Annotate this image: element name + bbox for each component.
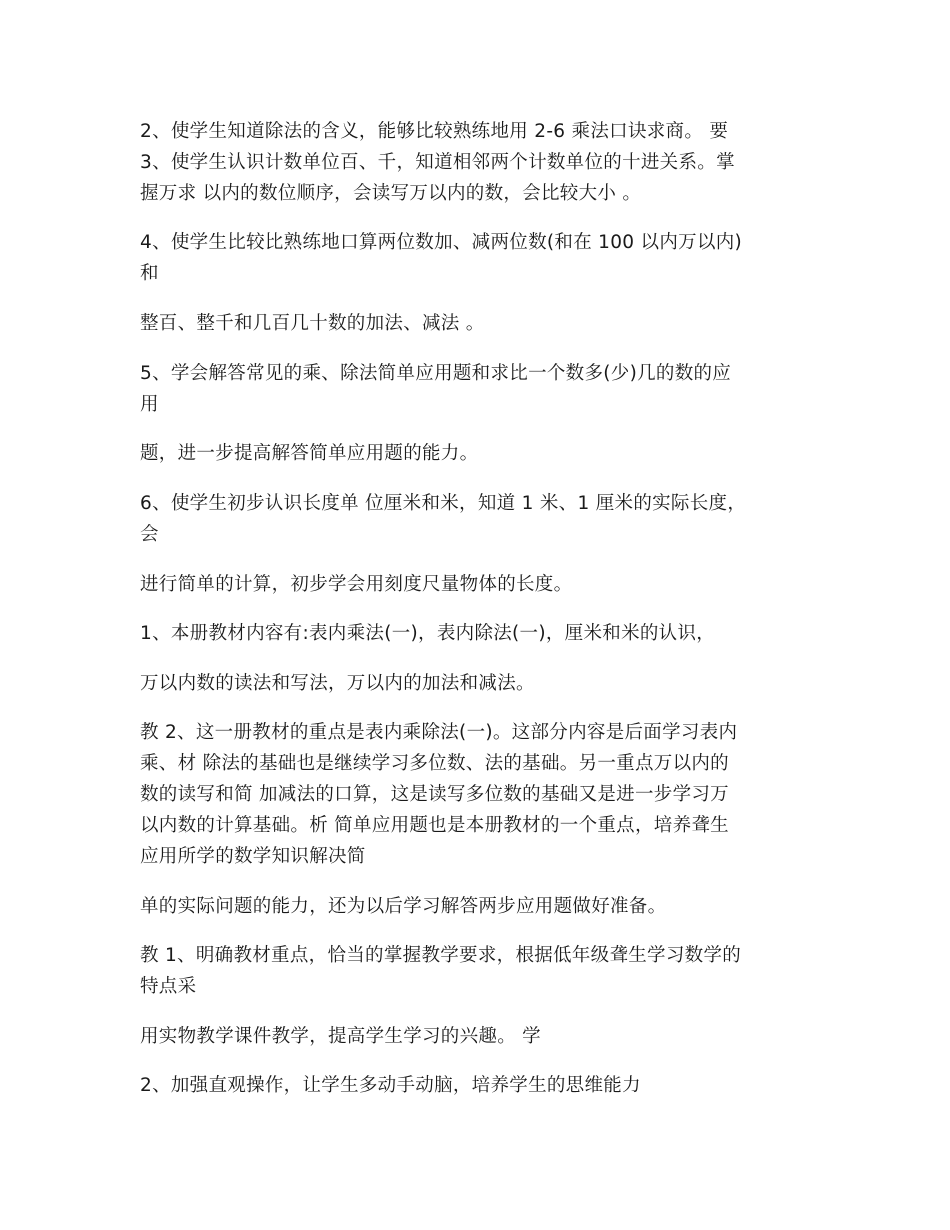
text-line: 握万求 以内的数位顺序，会读写万以内的数，会比较大小 。	[140, 183, 642, 204]
text-line: 题，进一步提高解答简单应用题的能力。	[140, 443, 479, 464]
text-line: 2、加强直观操作，让学生多动手动脑，培养学生的思维能力	[140, 1075, 641, 1096]
text-line: 3、使学生认识计数单位百、千，知道相邻两个计数单位的十进关系。掌	[140, 152, 735, 173]
text-line: 5、学会解答常见的乘、除法简单应用题和求比一个数多(少)几的数的应	[140, 363, 732, 384]
text-line: 6、使学生初步认识长度单 位厘米和米，知道 1 米、1 厘米的实际长度，	[140, 493, 747, 514]
text-line: 特点采	[140, 976, 197, 997]
text-line: 数的读写和简 加减法的口算，这是读写多位数的基础又是进一步学习万	[140, 784, 729, 805]
text-line: 以内数的计算基础。析 简单应用题也是本册教材的一个重点，培养聋生	[140, 815, 729, 836]
text-line: 用实物教学课件教学，提高学生学习的兴趣。 学	[140, 1026, 541, 1047]
text-line: 教 2、这一册教材的重点是表内乘除法(一)。这部分内容是后面学习表内	[140, 722, 738, 743]
text-line: 4、使学生比较比熟练地口算两位数加、减两位数(和在 100 以内万以内)	[140, 232, 743, 253]
text-line: 万以内数的读法和写法，万以内的加法和减法。	[140, 673, 535, 694]
text-line: 用	[140, 394, 159, 415]
text-line: 和	[140, 263, 159, 284]
text-line: 2、使学生知道除法的含义，能够比较熟练地用 2-6 乘法口诀求商。 要	[140, 121, 729, 142]
text-line: 单的实际问题的能力，还为以后学习解答两步应用题做好准备。	[140, 896, 667, 917]
text-line: 教 1、明确教材重点，恰当的掌握教学要求，根据低年级聋生学习数学的	[140, 945, 742, 966]
text-line: 乘、材 除法的基础也是继续学习多位数、法的基础。另一重点万以内的	[140, 753, 729, 774]
text-line: 会	[140, 524, 159, 545]
text-line: 进行简单的计算，初步学会用刻度尺量物体的长度。	[140, 574, 573, 595]
text-line: 应用所学的数学知识解决简	[140, 846, 366, 867]
text-line: 1、本册教材内容有:表内乘法(一)，表内除法(一)，厘米和米的认识，	[140, 623, 716, 644]
text-line: 整百、整千和几百几十数的加法、减法 。	[140, 313, 485, 334]
